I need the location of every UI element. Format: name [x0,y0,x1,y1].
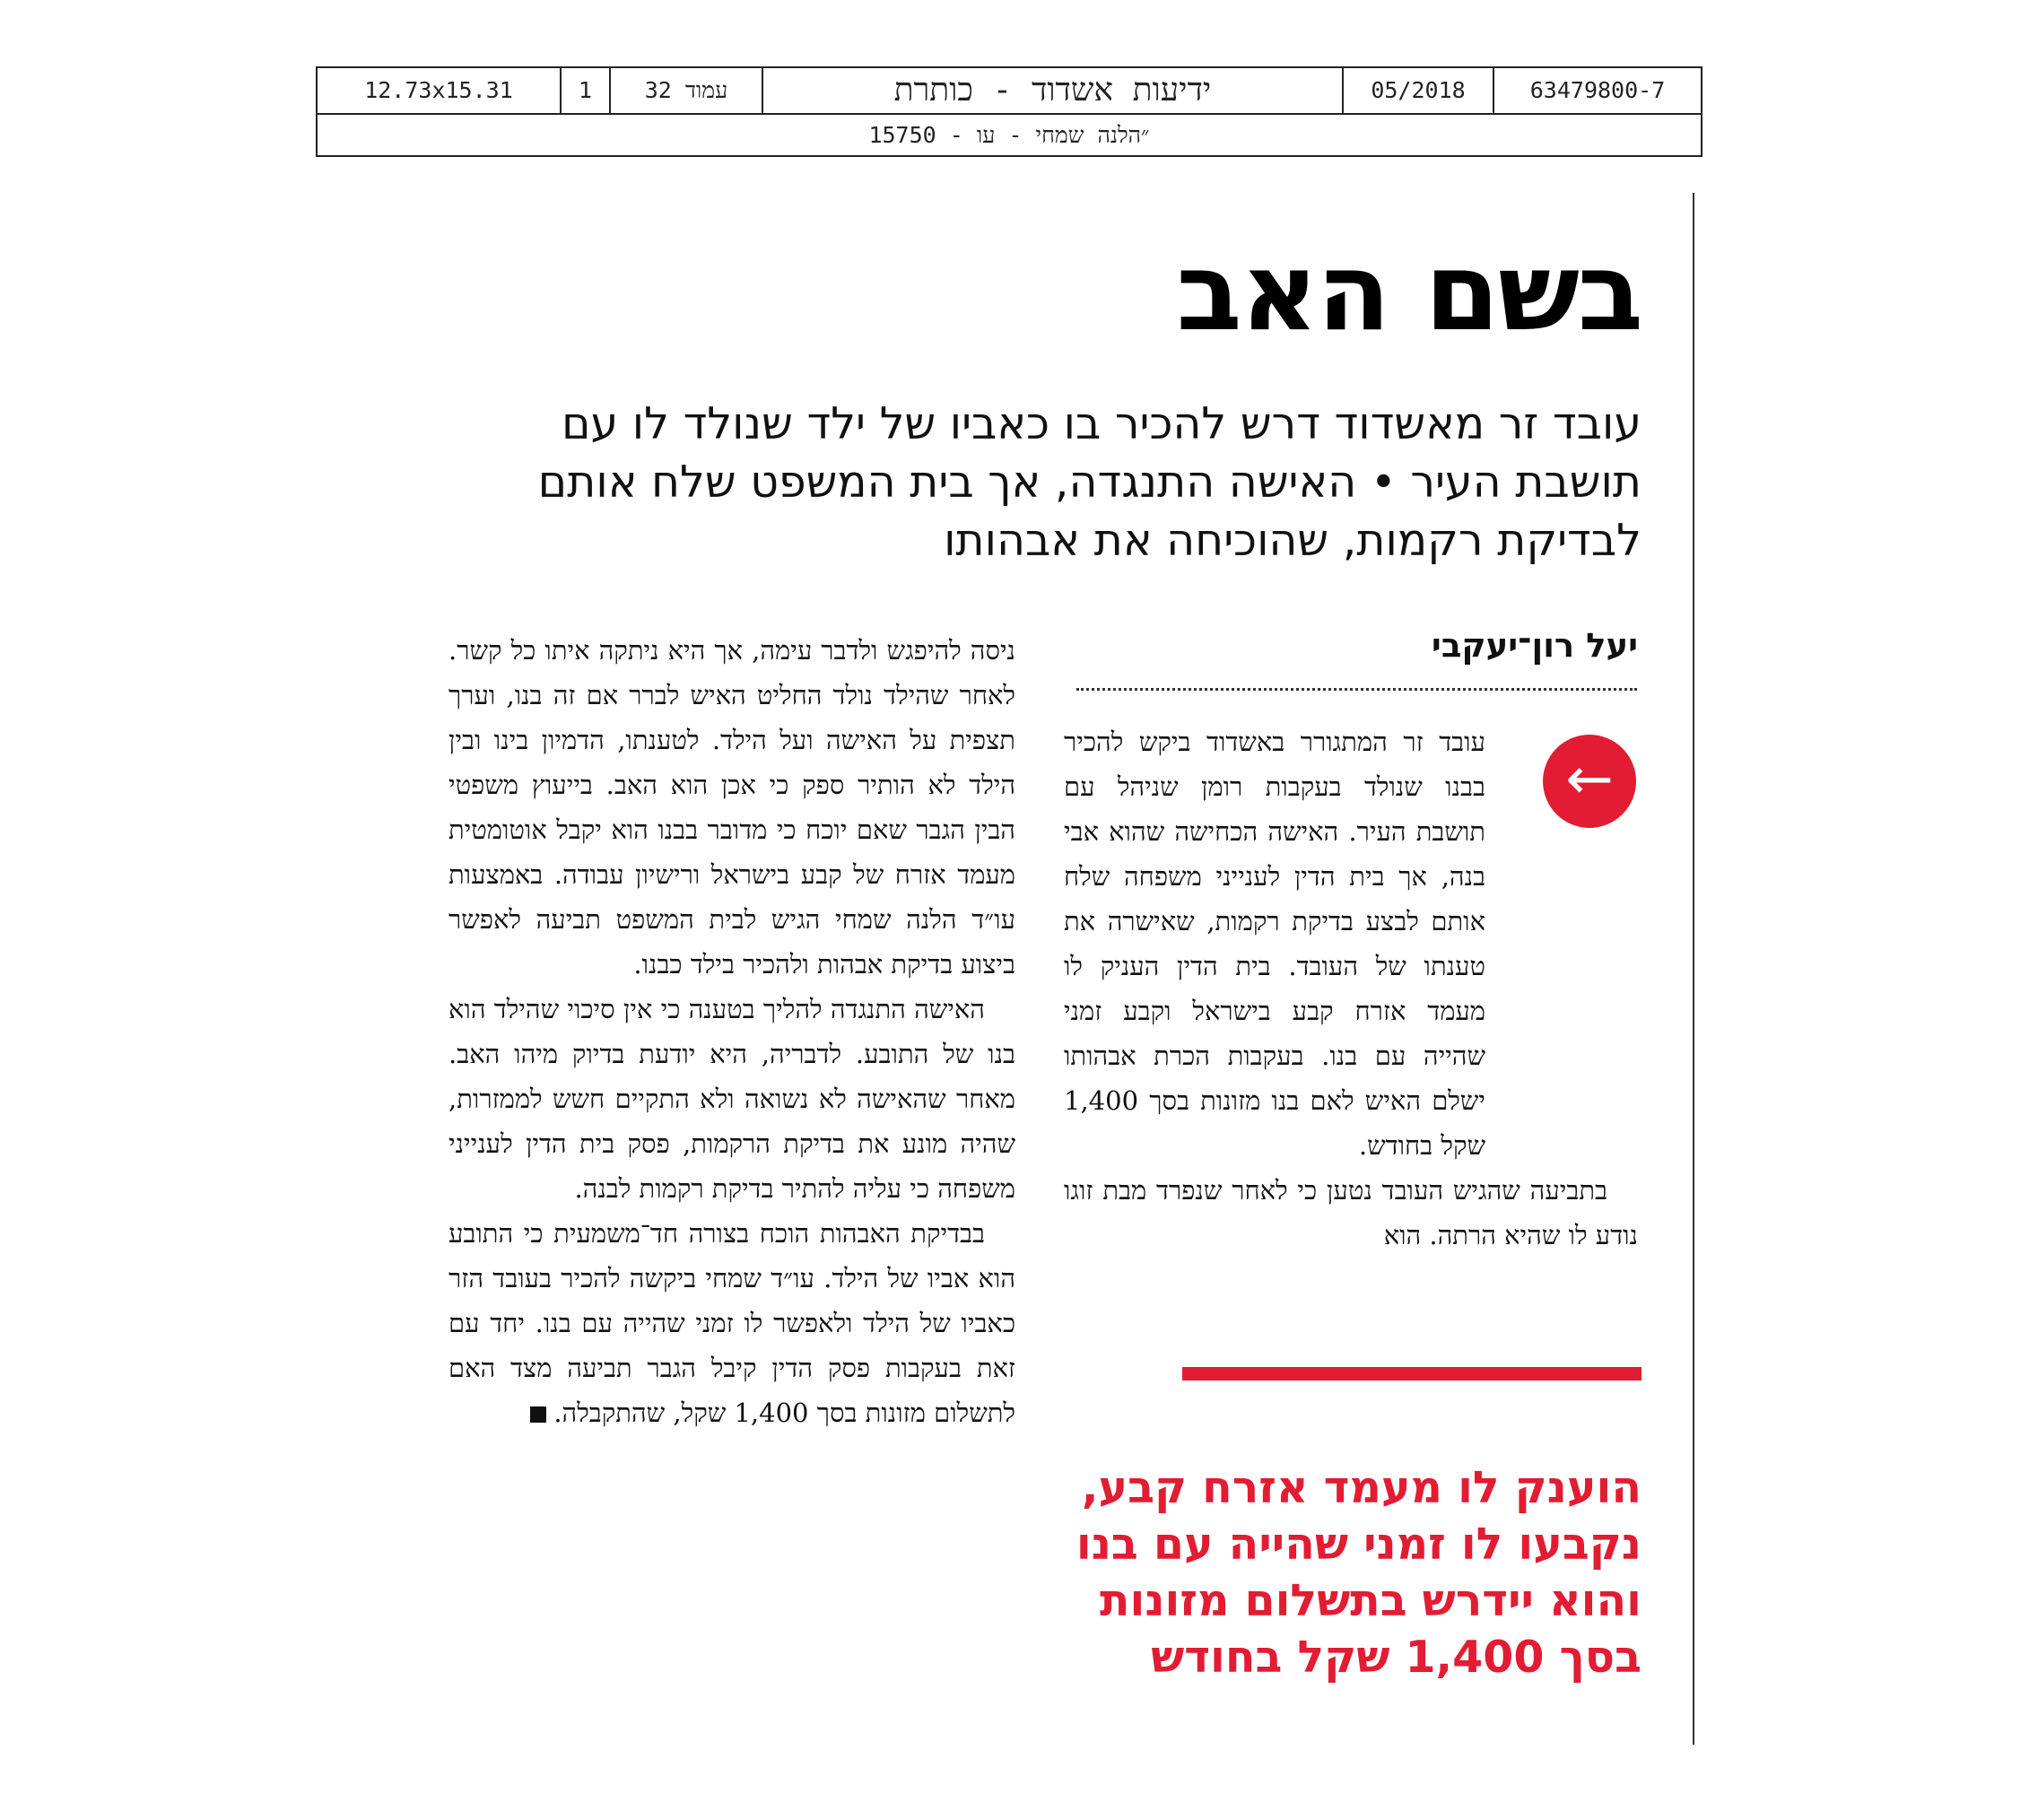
clipping-id: 63479800-7 [1493,68,1701,113]
clipping-subline: ״הלנה שמחי - עו - 15750 [868,122,1150,148]
article-headline: בשם האב [1176,231,1641,355]
clipping-size: 12.73x15.31 [364,77,513,103]
byline-divider [1076,688,1637,691]
article-column-right [1064,719,1638,1258]
article-byline: יעל רון־יעקבי [1431,626,1638,665]
article-column-left [448,628,1015,1435]
article-paragraph: בבדיקת האבהות הוכח בצורה חד־משמעית כי התובע הוא אביו של הילד. עו״ד שמחי ביקשה להכיר בעובד הזר כאביו של הילד ולאפשר לו זמני שהייה עם בנו. יחד עם זאת בעקבות פסק הדין קיבל הגבר תביעה מצד האם לתשלום מזונות בסך 1,400 שקל, שהתקבלה. [448,1218,1016,1428]
article-paragraph: עובד זר המתגורר באשדוד ביקש להכיר בבנו שנולד בעקבות רומן שניהל עם תושבת העיר. האישה הכחישה שהוא אבי בנה, אך בית הדין לענייני משפחה שלח אותם לבצע בדיקת רקמות, שאישרה את טענתו של העובד. בית הדין העניק לו מעמד אזרח קבע בישראל וקבע זמני שהייה עם בנו. בעקבות הכרת אבהותו ישלם האיש לאם בנו מזונות בסך 1,400 שקל בחודש. [1064,727,1485,1161]
article-subhead: עובד זר מאשדוד דרש להכיר בו כאביו של ילד שנולד לו עם תושבת העיר • האישה התנגדה, אך בית המשפט שלח אותם לבדיקת רקמות, שהוכיחה את אבהותו [537,398,1641,566]
pull-quote: הוענק לו מעמד אזרח קבע, נקבעו לו זמני שהייה עם בנו והוא יידרש בתשלום מזונות בסך 1,400 שקל בחודש [1075,1462,1641,1683]
clipping-publication: ידיעות אשדוד - כותרת [762,68,1342,113]
pull-quote-rule [1182,1367,1641,1380]
arrow-left-icon: ← [1543,735,1636,828]
clipping-page: עמוד 32 [609,68,762,113]
clipping-count: 1 [560,68,609,113]
clipping-header-row [318,68,1701,115]
article-paragraph: האישה התנגדה להליך בטענה כי אין סיכוי שהילד הוא בנו של התובע. לדבריה, היא יודעת בדיוק מיהו האב. מאחר שהאישה לא נשואה ולא התקיים חשש לממזרות, שהיה מונע את בדיקת הרקמות, פסק בית הדין לענייני משפחה כי עליה להתיר בדיקת רקמות לבנה. [448,994,1015,1204]
article-paragraph: ניסה להיפגש ולדבר עימה, אך היא ניתקה איתו כל קשר. לאחר שהילד נולד החליט האיש לברר אם זה בנו, וערך תצפית על האישה ועל הילד. לטענתו, הדמיון בינו ובין הילד לא הותיר ספק כי אכן הוא האב. בייעוץ משפטי הבין הגבר שאם יוכח כי מדובר בבנו הוא יקבל אוטומטית מעמד אזרח של קבע בישראל ורישיון עבודה. באמצעות עו״ד הלנה שמחי הגיש לבית המשפט תביעה לאפשר ביצוע בדיקת אבהות ולהכיר בילד כבנו. [448,635,1015,980]
clipping-date: 05/2018 [1342,68,1493,113]
clipping-header [316,66,1702,157]
column-divider [1693,193,1694,1745]
article-paragraph: בתביעה שהגיש העובד נטען כי לאחר שנפרד מבת זוגו נודע לו שהיא הרתה. הוא [1064,1175,1638,1250]
end-mark-icon [530,1406,546,1423]
